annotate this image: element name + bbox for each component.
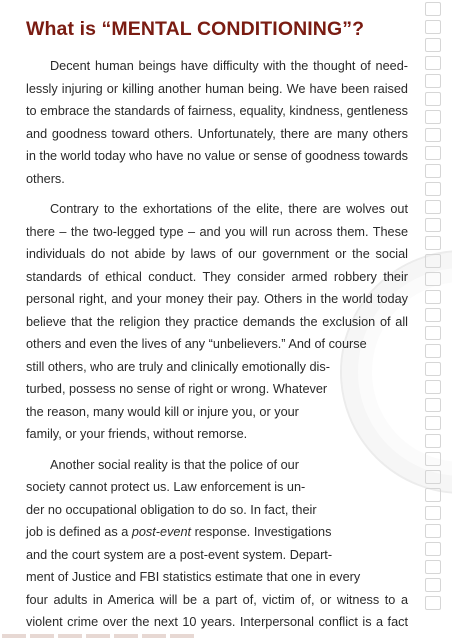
decorative-square (425, 218, 441, 232)
decorative-square (425, 20, 441, 34)
decorative-square (425, 362, 441, 376)
decorative-square (425, 506, 441, 520)
decorative-square (425, 596, 441, 610)
text-line: four adults in America will be a part of, victim of, or witness to a (26, 592, 408, 607)
paragraph-3 (26, 454, 408, 634)
text-line: the reason, many would kill or injure you, or your (26, 404, 299, 419)
decorative-square (425, 200, 441, 214)
decorative-square (425, 38, 441, 52)
decorative-square (425, 182, 441, 196)
decorative-square (425, 290, 441, 304)
decorative-square (425, 416, 441, 430)
text-line: turbed, possess no sense of right or wrong. Whatever (26, 382, 328, 396)
decorative-square (425, 2, 441, 16)
text-line: and goodness toward others. Unfortunately, there are many others (26, 126, 408, 141)
decorative-square (425, 380, 441, 394)
text-line: and the court system are a post-event system. Depart- (26, 547, 333, 562)
paragraph-1 (26, 55, 408, 190)
decorative-square (425, 272, 441, 286)
text-line: ment of Justice and FBI statistics estimate that one in every (26, 570, 361, 584)
decorative-square (425, 524, 441, 538)
decorative-square (425, 542, 441, 556)
text-line: believe that the religion they practice demands the exclusion of all (26, 314, 408, 329)
text-line: Another social reality is that the police of our (50, 457, 299, 472)
decorative-square (425, 56, 441, 70)
decorative-square (425, 344, 441, 358)
decorative-square (425, 578, 441, 592)
decorative-square (425, 128, 441, 142)
emphasis-text: post-event (131, 525, 192, 539)
text-line: Decent human beings have difficulty with the thought of need- (50, 59, 408, 73)
text-line: in the world today who have no value or sense of goodness towards (26, 149, 408, 163)
text-line: violent crime over the next 10 years. Interpersonal conflict is a fact (26, 615, 408, 629)
text-line: der no occupational obligation to do so. In fact, their (26, 502, 317, 517)
text-segment: response. Investigations (191, 525, 332, 539)
decorative-square (425, 146, 441, 160)
decorative-square (425, 74, 441, 88)
decorative-square (425, 560, 441, 574)
text-segment: job is defined as a (26, 525, 132, 539)
article-heading: What is “MENTAL CONDITIONING”? (26, 18, 365, 40)
text-line: lessly injuring or killing another human being. We have been raised (26, 81, 408, 96)
decorative-square (425, 398, 441, 412)
decorative-square (425, 110, 441, 124)
text-line: society cannot protect us. Law enforcement is un- (26, 480, 306, 494)
text-line: others and even the lives of any “unbelievers.” And of course (26, 337, 367, 351)
text-line: standards of ethical conduct. They consider armed robbery their (26, 269, 408, 284)
decorative-square (425, 164, 441, 178)
text-line: family, or your friends, without remorse. (26, 427, 248, 441)
decorative-square (425, 254, 441, 268)
text-line: to embrace the standards of fairness, equality, kindness, gentleness (26, 104, 408, 118)
decorative-square (425, 434, 441, 448)
text-line: there – the two-legged type – and you will run across them. These (26, 224, 408, 239)
text-line: Contrary to the exhortations of the elite, there are wolves out (50, 202, 408, 216)
decorative-square (425, 452, 441, 466)
text-line: personal right, and your money their pay. Others in the world today (26, 292, 408, 306)
text-line: individuals do not abide by laws of our government or the social (26, 247, 408, 261)
article-content (26, 18, 408, 642)
text-line: others. (26, 171, 65, 186)
decorative-square (425, 236, 441, 250)
decorative-square (425, 470, 441, 484)
decorative-bar (2, 634, 26, 638)
paragraph-2 (26, 198, 408, 446)
decorative-square (425, 488, 441, 502)
text-line: still others, who are truly and clinically emotionally dis- (26, 359, 330, 374)
decorative-square (425, 92, 441, 106)
right-decorative-strip (414, 0, 452, 642)
decorative-square (425, 326, 441, 340)
text-line-with-emphasis (26, 521, 408, 544)
decorative-square (425, 308, 441, 322)
